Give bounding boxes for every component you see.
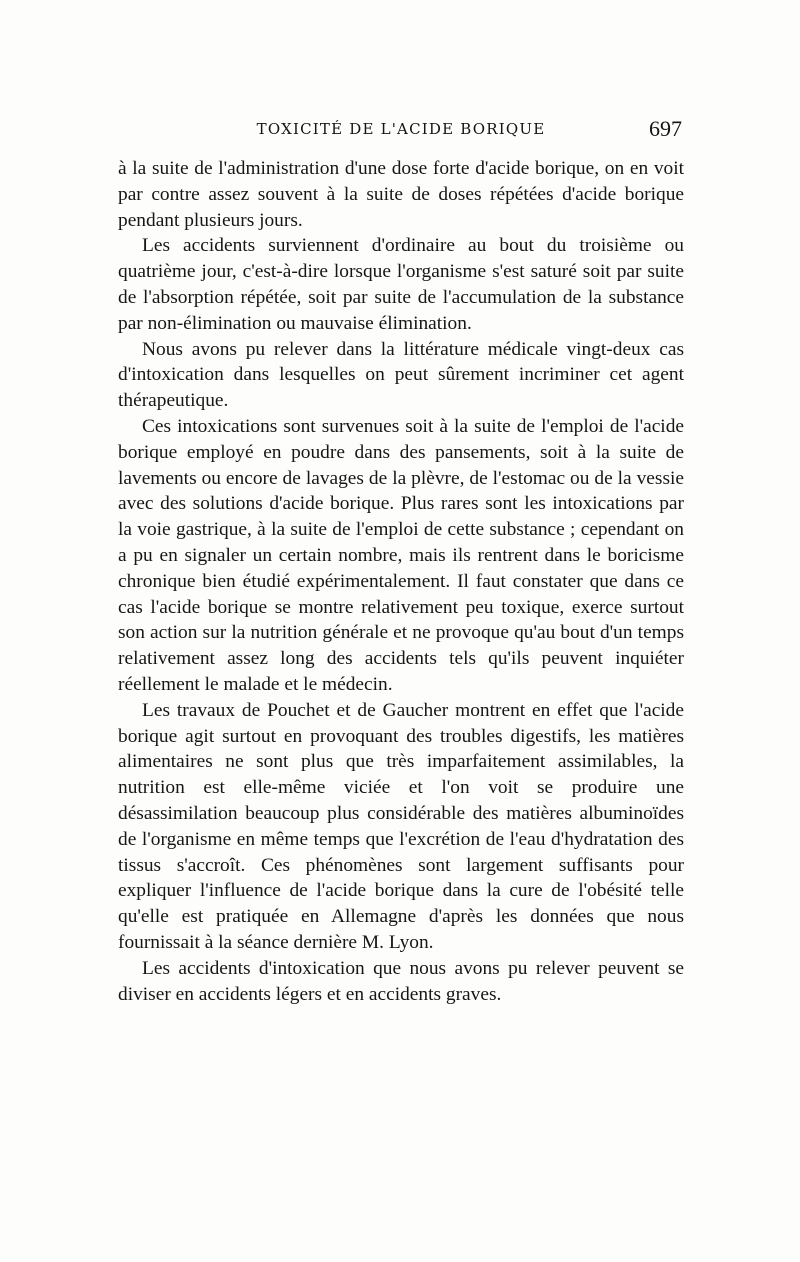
paragraph: Ces intoxications sont survenues soit à la suite de l'emploi de l'acide borique employé en poudre dans des pansements, soit à la suite de lavements ou encore de lavages de la plèvre, de l'estomac ou de la vessie avec des solutions d'acide borique. Plus rares sont les intoxications par la voie gastrique, à la suite de l'emploi de cette substance ; cependant on a pu en signaler un certain nombre, mais ils rentrent dans le boricisme chronique bien étudié expérimentalement. Il faut constater que dans ce cas l'acide borique se montre relativement peu toxique, exerce surtout son action sur la nutrition générale et ne provoque qu'au bout d'un temps relativement assez long des accidents tels qu'ils peuvent inquiéter réellement le malade et le médecin.: [118, 415, 684, 695]
paragraph: Les accidents surviennent d'ordinaire au bout du troisième ou quatrième jour, c'est-à-dire lorsque l'organisme s'est saturé soit par suite de l'absorption répétée, soit par suite de l'accumulation de la substance par non-élimination ou mauvaise élimination.: [118, 235, 684, 334]
running-title: TOXICITÉ DE L'ACIDE BORIQUE: [256, 120, 546, 138]
body-text: [118, 156, 684, 1007]
paragraph: Nous avons pu relever dans la littérature médicale vingt-deux cas d'intoxication dans lesquelles on peut sûrement incriminer cet agent thérapeutique.: [118, 338, 684, 412]
page-number: 697: [649, 116, 682, 141]
paragraph-continuation: à la suite de l'administration d'une dose forte d'acide borique, on en voit par contre assez souvent à la suite de doses répétées d'acide borique pendant plusieurs jours.: [118, 158, 684, 231]
paragraph: Les travaux de Pouchet et de Gaucher montrent en effet que l'acide borique agit surtout en provoquant des troubles digestifs, les matières alimentaires ne sont plus que très imparfaitement assimilables, la nutrition est elle-même viciée et l'on voit se produire une désassimilation beaucoup plus considérable des matières albuminoïdes de l'organisme en même temps que l'excrétion de l'eau d'hydratation des tissus s'accroît. Ces phénomènes sont largement suffisants pour expliquer l'influence de l'acide borique dans la cure de l'obésité telle qu'elle est pratiquée en Allemagne d'après les données que nous fournissait à la séance dernière M. Lyon.: [118, 699, 684, 953]
paragraph: Les accidents d'intoxication que nous avons pu relever peuvent se diviser en accidents légers et en accidents graves.: [118, 957, 684, 1005]
page-header: [118, 118, 684, 148]
